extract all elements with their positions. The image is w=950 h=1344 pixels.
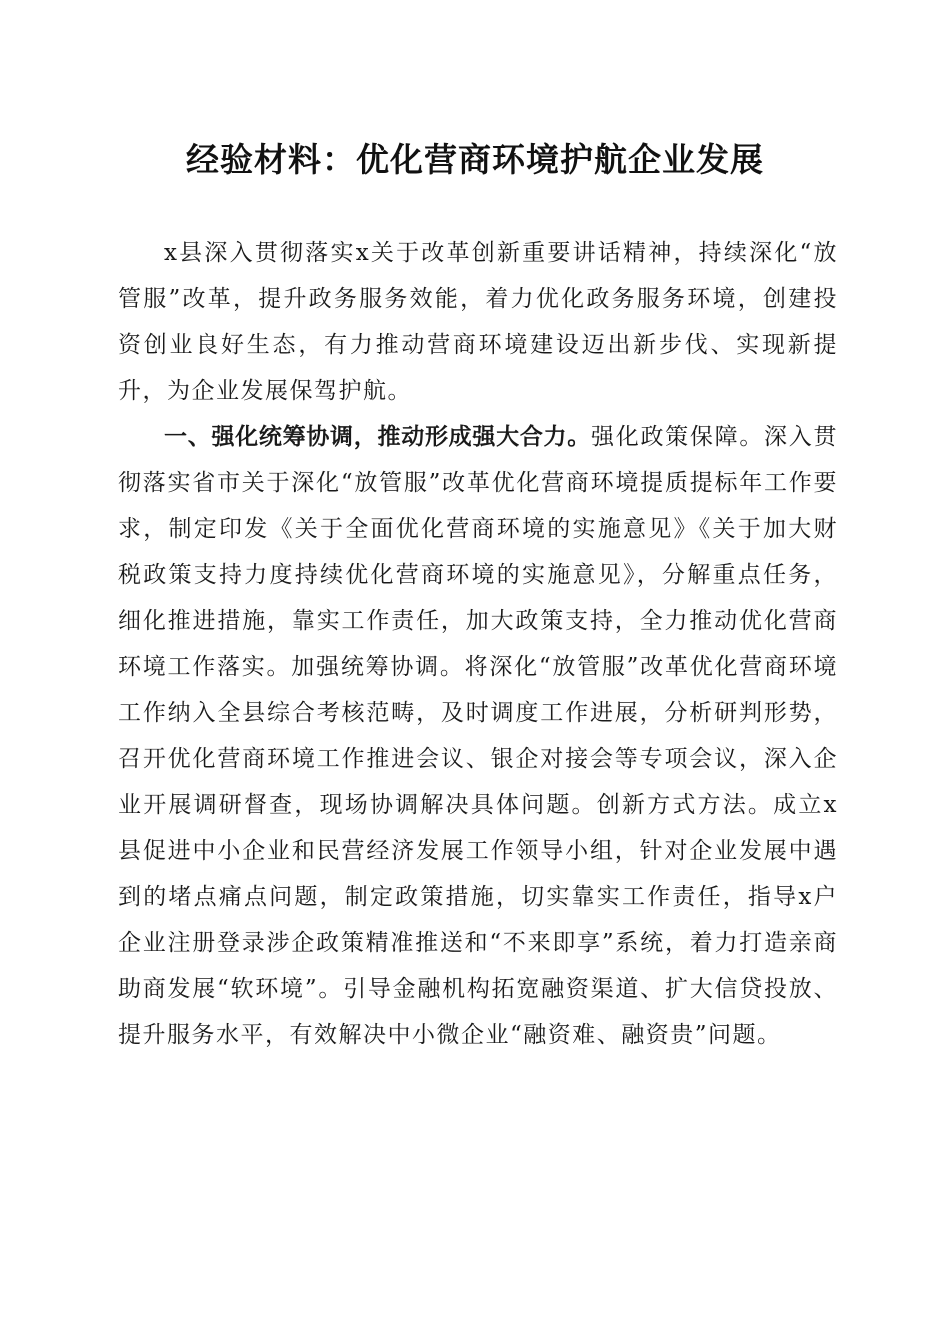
section-1-body: 强化政策保障。深入贯彻落实省市关于深化“放管服”改革优化营商环境提质提标年工作要求，制定印发《关于全面优化营商环境的实施意见》《关于加大财税政策支持力度持续优化营商环境的实施意见》，分解重点任务，细化推进措施，靠实工作责任，加大政策支持，全力推动优化营商环境工作落实。加强统筹协调。将深化“放管服”改革优化营商环境工作纳入全县综合考核范畴，及时调度工作进展，分析研判形势，召开优化营商环境工作推进会议、银企对接会等专项会议，深入企业开展调研督查，现场协调解决具体问题。创新方式方法。成立x县促进中小企业和民营经济发展工作领导小组，针对企业发展中遇到的堵点痛点问题，制定政策措施，切实靠实工作责任，指导x户企业注册登录涉企政策精准推送和“不来即享”系统，着力打造亲商助商发展“软环境”。引导金融机构拓宽融资渠道、扩大信贷投放、提升服务水平，有效解决中小微企业“融资难、融资贵”问题。 xyxy=(118,424,839,1048)
section-1-paragraph xyxy=(118,414,838,1058)
document-title: 经验材料：优化营商环境护航企业发展 xyxy=(186,140,764,179)
intro-paragraph: x县深入贯彻落实x关于改革创新重要讲话精神，持续深化“放管服”改革，提升政务服务效能，着力优化政务服务环境，创建投资创业良好生态，有力推动营商环境建设迈出新步伐、实现新提升，为企业发展保驾护航。 xyxy=(118,240,838,404)
section-1-heading: 一、强化统筹协调，推动形成强大合力。 xyxy=(164,424,591,450)
document-body xyxy=(118,230,838,1058)
